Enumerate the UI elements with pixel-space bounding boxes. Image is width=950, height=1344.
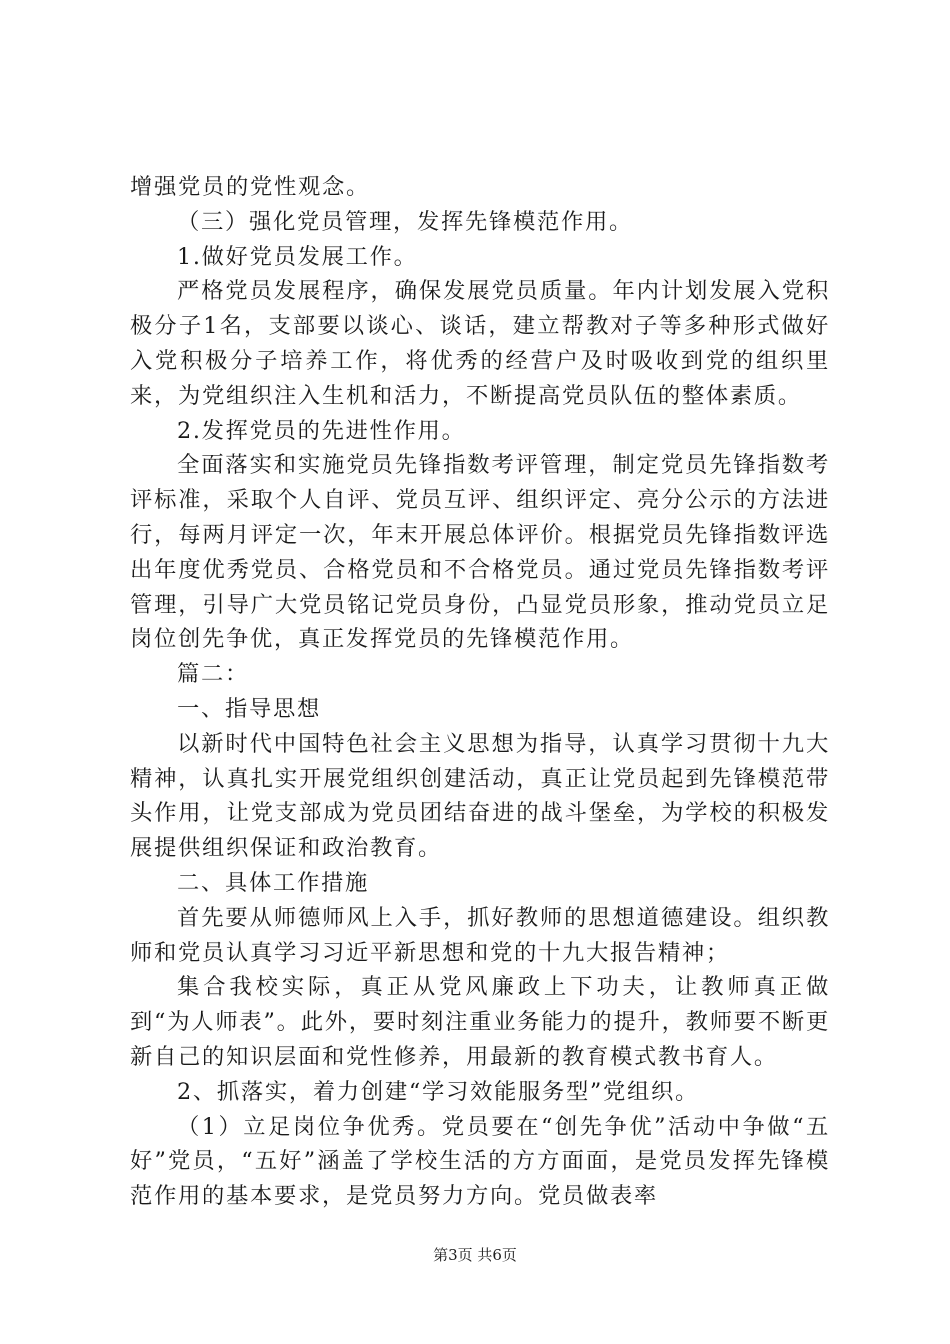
paragraph: 严格党员发展程序，确保发展党员质量。年内计划发展入党积极分子1名，支部要以谈心、谈话，建立帮教对子等多种形式做好入党积极分子培养工作，将优秀的经营户及时吸收到党的组织里来，为党组织注入生机和活力，不断提高党员队伍的整体素质。	[130, 278, 830, 409]
paragraph: 全面落实和实施党员先锋指数考评管理，制定党员先锋指数考评标准，采取个人自评、党员互评、组织评定、亮分公示的方法进行，每两月评定一次，年末开展总体评价。根据党员先锋指数评选出年度优秀党员、合格党员和不合格党员。通过党员先锋指数考评管理，引导广大党员铭记党员身份，凸显党员形象，推动党员立足岗位创先争优，真正发挥党员的先锋模范作用。	[130, 452, 830, 653]
paragraph: 以新时代中国特色社会主义思想为指导，认真学习贯彻十九大精神，认真扎实开展党组织创建活动，真正让党员起到先锋模范带头作用，让党支部成为党员团结奋进的战斗堡垒，为学校的积极发展提供组织保证和政治教育。	[130, 730, 830, 862]
section-heading: （三）强化党员管理，发挥先锋模范作用。	[177, 208, 633, 235]
paragraph: 增强党员的党性观念。	[130, 174, 370, 200]
subsection-heading: 1.做好党员发展工作。	[177, 243, 418, 270]
section-heading: 二、具体工作措施	[177, 869, 369, 896]
paragraph: 首先要从师德师风上入手，抓好教师的思想道德建设。组织教师和党员认真学习习近平新思想和党的十九大报告精神；	[130, 904, 830, 966]
subsection-heading: 2.发挥党员的先进性作用。	[177, 417, 466, 444]
paragraph: （1）立足岗位争优秀。党员要在“创先争优”活动中争做“五好”党员，“五好”涵盖了学校生活的方方面面，是党员发挥先锋模范作用的基本要求，是党员努力方向。党员做表率	[130, 1113, 830, 1210]
document-body	[130, 170, 830, 1214]
paragraph: 集合我校实际，真正从党风廉政上下功夫，让教师真正做到“为人师表”。此外，要时刻注重业务能力的提升，教师要不断更新自己的知识层面和党性修养，用最新的教育模式教书育人。	[130, 974, 830, 1070]
section-heading: 一、指导思想	[177, 695, 321, 722]
page-number-footer: 第3页 共6页	[433, 1246, 517, 1264]
chapter-heading: 篇二：	[177, 661, 249, 688]
subsection-heading: 2、抓落实，着力创建“学习效能服务型”党组织。	[177, 1078, 700, 1105]
